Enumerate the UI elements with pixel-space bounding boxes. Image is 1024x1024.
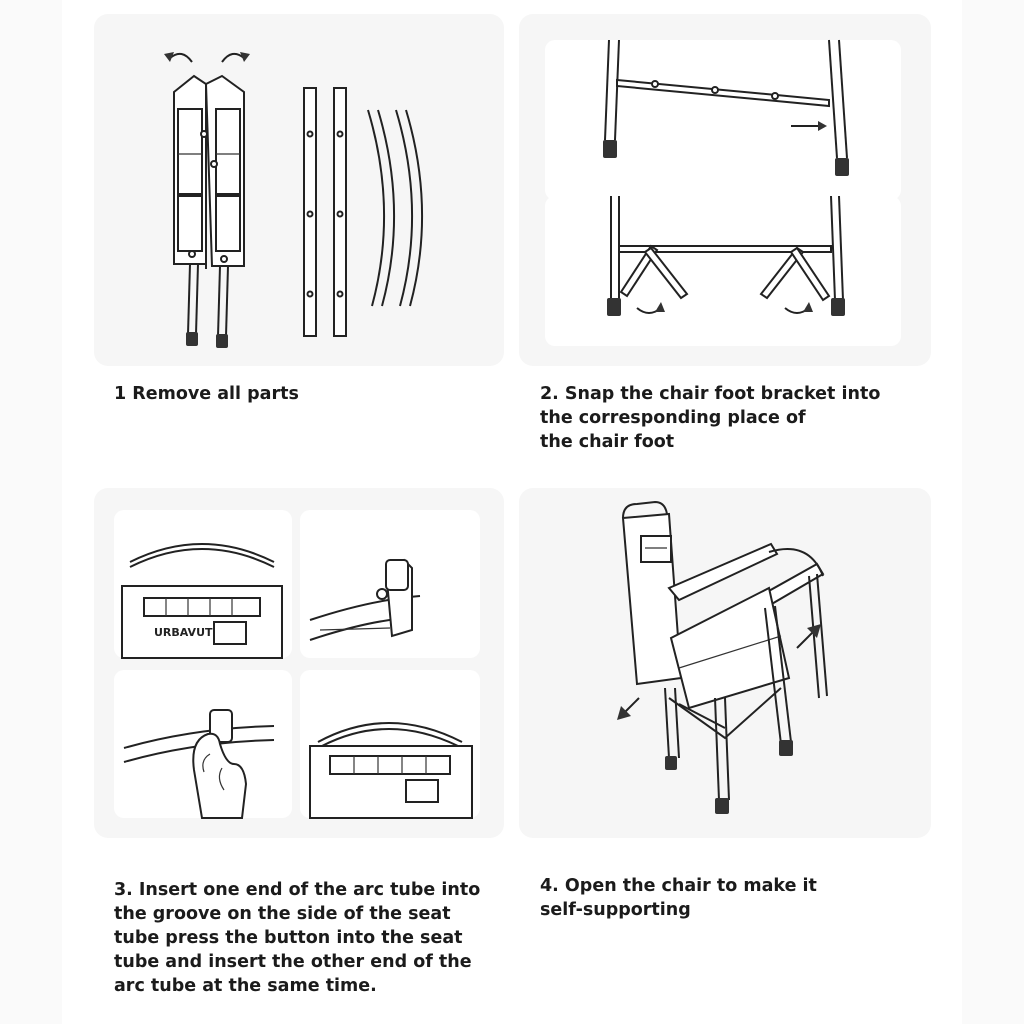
step-1-caption: 1 Remove all parts [114, 384, 299, 404]
rotate-right-arrow-icon [222, 54, 244, 62]
brand-label: URBAVUT [154, 626, 213, 639]
straight-tubes [304, 88, 346, 336]
step-3-view-1 [114, 510, 292, 658]
step-1-illustration [94, 14, 504, 366]
step-3-illustration [94, 488, 504, 838]
step-3-caption: 3. Insert one end of the arc tube into the groove on the side of the seat tube press the button into the seat tube and insert the other end of the arc tube at the same time. [114, 880, 481, 996]
folded-chair [174, 76, 244, 348]
step-2-caption: 2. Snap the chair foot bracket into the corresponding place of the chair foot [540, 384, 881, 452]
rotate-left-arrow-icon [170, 54, 192, 62]
opened-chair-drawing [519, 488, 931, 838]
step-2-illustration [519, 14, 931, 366]
step-3-view-2 [300, 510, 480, 658]
step-2-lower-view [545, 196, 901, 346]
step-4-caption: 4. Open the chair to make it self-supporting [540, 876, 817, 920]
step-3-view-3 [114, 670, 292, 818]
step-3-view-4 [300, 670, 480, 818]
step-2-upper-view [545, 40, 901, 200]
folded-chair-and-parts-drawing [94, 14, 504, 366]
step-4-illustration [519, 488, 931, 838]
arc-tubes [368, 110, 422, 306]
